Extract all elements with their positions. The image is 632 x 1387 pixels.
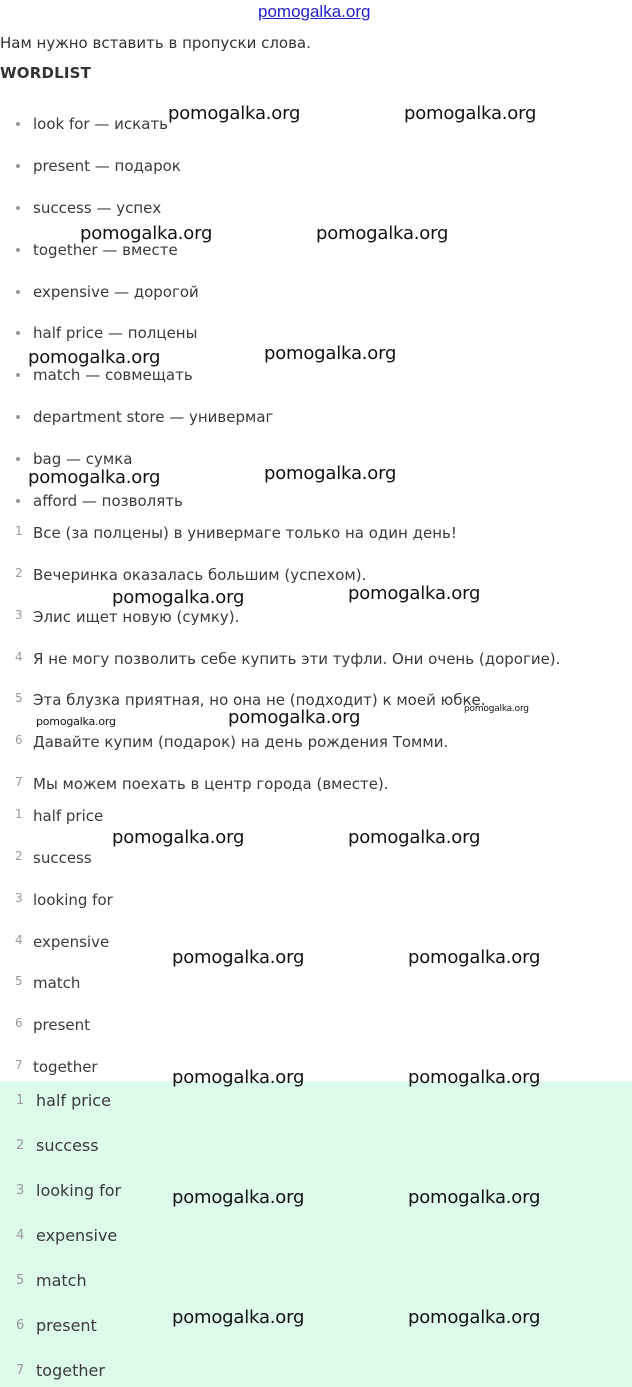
bullet-icon: [16, 164, 20, 168]
watermark: pomogalka.org: [36, 715, 116, 728]
bullet-icon: [16, 499, 20, 503]
watermark: pomogalka.org: [408, 1067, 541, 1088]
watermark: pomogalka.org: [172, 1067, 305, 1088]
watermark: pomogalka.org: [408, 1187, 541, 1208]
bullet-icon: [16, 206, 20, 210]
watermark: pomogalka.org: [464, 704, 529, 714]
bullet-icon: [16, 457, 20, 461]
site-link[interactable]: pomogalka.org: [258, 2, 371, 21]
answers-highlighted-block: 1 half price 2 success 3 looking for 4 expensive 5 match 6 present 7 together: [0, 1081, 632, 1387]
wordlist-title: WORDLIST: [0, 64, 92, 82]
watermark: pomogalka.org: [348, 827, 481, 848]
watermark: pomogalka.org: [408, 1307, 541, 1328]
watermark: pomogalka.org: [172, 1187, 305, 1208]
watermark: pomogalka.org: [172, 947, 305, 968]
bullet-icon: [16, 290, 20, 294]
watermark: pomogalka.org: [80, 223, 213, 244]
watermark: pomogalka.org: [348, 583, 481, 604]
watermark: pomogalka.org: [28, 467, 161, 488]
bullet-icon: [16, 415, 20, 419]
watermark: pomogalka.org: [28, 347, 161, 368]
watermark: pomogalka.org: [316, 223, 449, 244]
watermark: pomogalka.org: [112, 587, 245, 608]
intro-text: Нам нужно вставить в пропуски слова.: [0, 34, 311, 52]
bullet-icon: [16, 122, 20, 126]
watermark: pomogalka.org: [172, 1307, 305, 1328]
bullet-icon: [16, 373, 20, 377]
watermark: pomogalka.org: [168, 103, 301, 124]
watermark: pomogalka.org: [264, 343, 397, 364]
watermark: pomogalka.org: [112, 827, 245, 848]
watermark: pomogalka.org: [408, 947, 541, 968]
bullet-icon: [16, 248, 20, 252]
bullet-icon: [16, 331, 20, 335]
watermark: pomogalka.org: [228, 707, 361, 728]
watermark: pomogalka.org: [264, 463, 397, 484]
watermark: pomogalka.org: [404, 103, 537, 124]
